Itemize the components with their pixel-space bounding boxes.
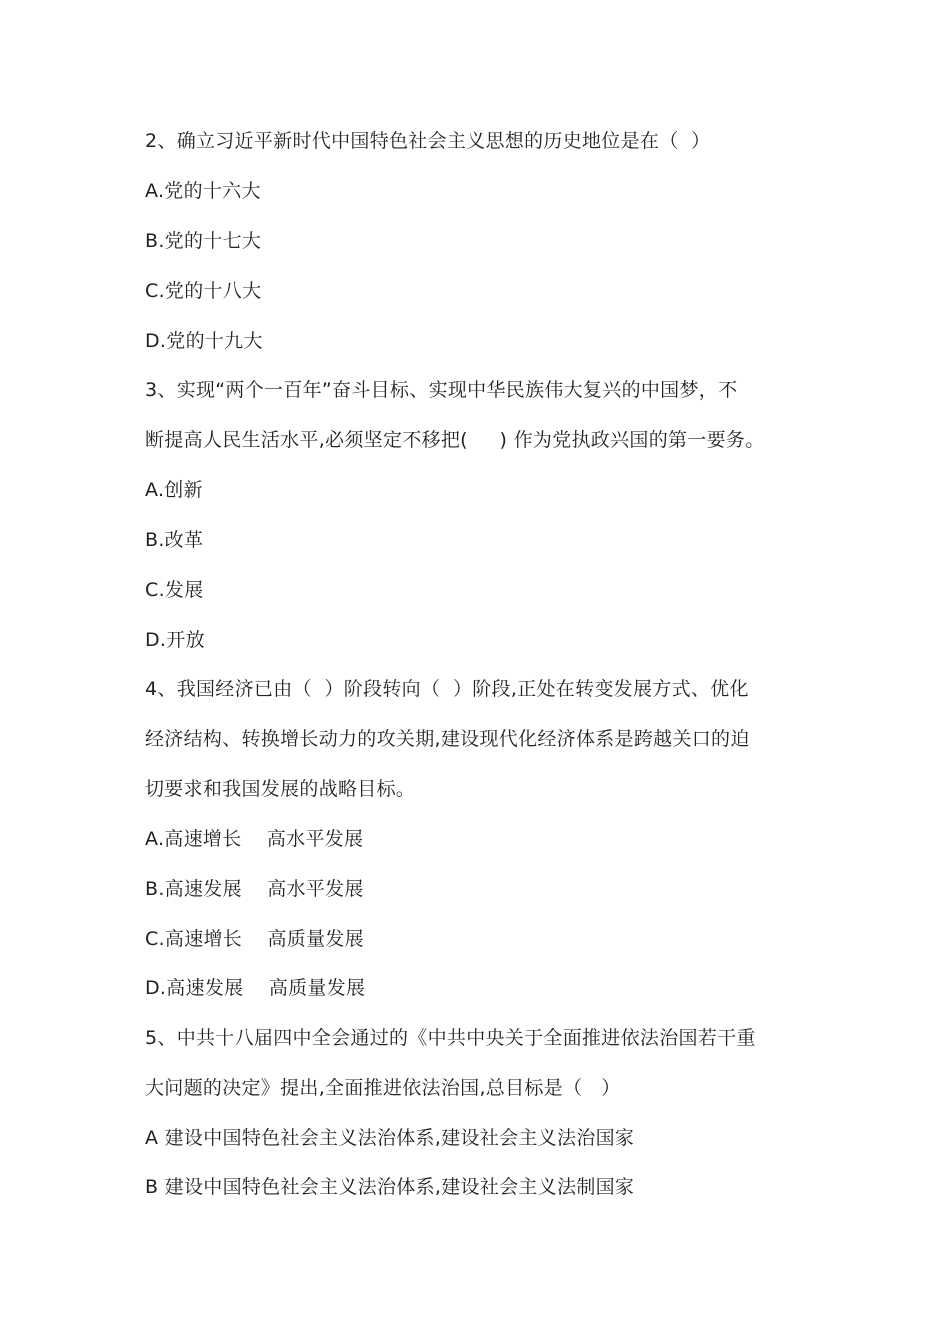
question-5-option-b: B 建设中国特色社会主义法治体系,建设社会主义法制国家 xyxy=(145,1176,635,1198)
question-4-stem-line-2: 经济结构、转换增长动力的攻关期,建设现代化经济体系是跨越关口的迫 xyxy=(145,728,750,750)
question-3-option-a: A.创新 xyxy=(145,479,203,501)
question-2-option-d: D.党的十九大 xyxy=(145,330,263,352)
question-4-option-b: B.高速发展 高水平发展 xyxy=(145,878,364,900)
question-4-stem-line-3: 切要求和我国发展的战略目标。 xyxy=(145,778,416,800)
question-2-option-c: C.党的十八大 xyxy=(145,280,262,302)
question-2-option-b: B.党的十七大 xyxy=(145,230,262,252)
question-3-option-d: D.开放 xyxy=(145,629,205,651)
question-5-stem-line-2: 大问题的决定》提出,全面推进依法治国,总目标是（ ） xyxy=(145,1077,621,1099)
question-5-option-a: A 建设中国特色社会主义法治体系,建设社会主义法治国家 xyxy=(145,1127,635,1149)
question-3-stem-line-1: 3、实现“两个一百年”奋斗目标、实现中华民族伟大复兴的中国梦，不 xyxy=(145,379,738,401)
question-4-stem-line-1: 4、我国经济已由（ ）阶段转向（ ）阶段,正处在转变发展方式、优化 xyxy=(145,678,749,700)
question-4-option-d: D.高速发展 高质量发展 xyxy=(145,977,366,999)
question-2-option-a: A.党的十六大 xyxy=(145,180,261,202)
question-2-stem: 2、确立习近平新时代中国特色社会主义思想的历史地位是在（ ） xyxy=(145,130,711,152)
question-4-option-c: C.高速增长 高质量发展 xyxy=(145,928,364,950)
question-5-stem-line-1: 5、中共十八届四中全会通过的《中共中央关于全面推进依法治国若干重 xyxy=(145,1027,756,1049)
question-4-option-a: A.高速增长 高水平发展 xyxy=(145,828,364,850)
question-3-stem-line-2: 断提高人民生活水平,必须坚定不移把( ) 作为党执政兴国的第一要务。 xyxy=(145,429,765,451)
question-3-option-c: C.发展 xyxy=(145,579,204,601)
question-3-option-b: B.改革 xyxy=(145,529,204,551)
